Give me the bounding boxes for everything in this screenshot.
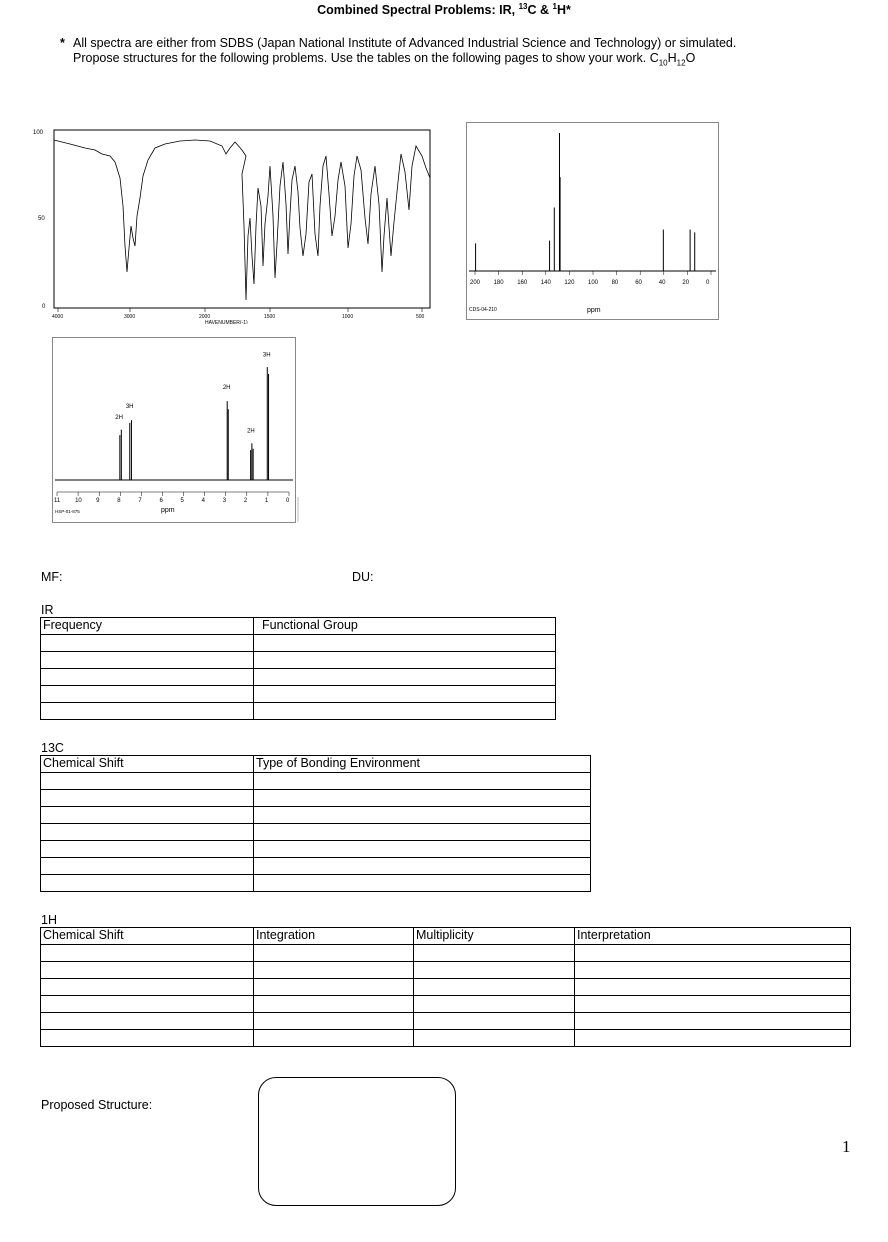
page-title: Combined Spectral Problems: IR, $^{13}$C & $^1$H* [317, 2, 571, 18]
c13-tick: 60 [635, 280, 642, 286]
instructions [60, 36, 760, 71]
c13-tick: 40 [658, 280, 666, 286]
table-cell[interactable] [254, 790, 591, 807]
c13-tick: 120 [564, 280, 575, 286]
h1-integration-label: 3H [262, 352, 271, 359]
h1-tick: 8 [117, 498, 121, 504]
table-cell[interactable] [41, 686, 254, 703]
table-cell[interactable] [414, 1030, 575, 1047]
table-cell[interactable] [41, 996, 254, 1013]
table-cell[interactable] [254, 979, 414, 996]
table-cell[interactable] [575, 1030, 851, 1047]
ir-x-caption: HAVENUMBER(-1) [205, 320, 248, 324]
table-cell[interactable] [575, 979, 851, 996]
table-cell[interactable] [254, 686, 556, 703]
table-cell[interactable] [254, 703, 556, 720]
table-cell[interactable] [41, 979, 254, 996]
c13-table-heading: 13C [41, 741, 64, 755]
c13-tick: 20 [682, 280, 690, 286]
c13-unit: ppm [587, 307, 601, 314]
c13-col-bonding-environment: Type of Bonding Environment [254, 756, 591, 773]
ir-y-tick: 50 [38, 216, 45, 222]
table-cell[interactable] [41, 841, 254, 858]
table-cell[interactable] [254, 945, 414, 962]
ir-x-tick: 1500 [264, 314, 276, 320]
table-cell[interactable] [41, 635, 254, 652]
c13-tick: 140 [540, 280, 551, 286]
table-cell[interactable] [575, 996, 851, 1013]
divider [297, 497, 299, 522]
ir-x-tick: 500 [416, 314, 425, 320]
h1-col-integration: Integration [254, 928, 414, 945]
table-cell[interactable] [41, 1013, 254, 1030]
table-cell[interactable] [41, 875, 254, 892]
mf-label: MF: [41, 570, 63, 584]
table-cell[interactable] [41, 858, 254, 875]
h1-integration-label: 3H [125, 404, 134, 410]
h1-col-interpretation: Interpretation [575, 928, 851, 945]
h1-table-heading: 1H [41, 913, 57, 927]
table-cell[interactable] [575, 945, 851, 962]
table-cell[interactable] [41, 652, 254, 669]
c13-tick: 180 [493, 280, 504, 286]
c13-spectrum [466, 122, 719, 320]
table-cell[interactable] [41, 807, 254, 824]
table-cell[interactable] [41, 1030, 254, 1047]
page-number: 1 [842, 1137, 851, 1156]
ir-x-tick: 3000 [124, 314, 136, 320]
c13-tick: 80 [611, 280, 619, 286]
ir-x-tick: 2000 [199, 314, 211, 320]
ir-x-tick: 1000 [342, 314, 354, 320]
table-cell[interactable] [254, 996, 414, 1013]
h1-table [40, 927, 851, 1047]
h1-integration-label: 2H [115, 414, 123, 421]
c13-col-chemical-shift: Chemical Shift [41, 756, 254, 773]
table-cell[interactable] [414, 996, 575, 1013]
h1-tick: 2 [243, 498, 248, 504]
asterisk: * [60, 36, 65, 50]
c13-table [40, 755, 591, 892]
table-cell[interactable] [254, 773, 591, 790]
structure-box[interactable] [258, 1077, 456, 1206]
table-cell[interactable] [254, 1030, 414, 1047]
table-cell[interactable] [41, 703, 254, 720]
table-cell[interactable] [254, 1013, 414, 1030]
c13-tick: 0 [706, 280, 710, 286]
structure-label: Proposed Structure: [41, 1098, 153, 1112]
ir-x-tick: 4000 [52, 314, 64, 320]
ir-table-heading: IR [41, 603, 54, 617]
h1-id: HSP-01-875 [55, 509, 80, 514]
h1-integration-label: 2H [222, 384, 231, 391]
ir-col-functional-group: Functional Group [254, 618, 556, 635]
ir-trace [54, 140, 430, 300]
ir-table [40, 617, 556, 720]
h1-tick: 7 [138, 498, 142, 504]
table-cell[interactable] [575, 1013, 851, 1030]
table-cell[interactable] [41, 669, 254, 686]
h1-tick: 10 [75, 498, 82, 504]
h1-tick: 0 [286, 498, 290, 504]
table-cell[interactable] [254, 858, 591, 875]
table-cell[interactable] [41, 790, 254, 807]
h1-col-chemical-shift: Chemical Shift [41, 928, 254, 945]
table-cell[interactable] [414, 945, 575, 962]
h1-tick: 9 [96, 498, 100, 504]
table-cell[interactable] [254, 635, 556, 652]
c13-tick: 100 [588, 280, 599, 286]
h1-tick: 6 [159, 498, 163, 504]
table-cell[interactable] [41, 945, 254, 962]
table-cell[interactable] [414, 962, 575, 979]
h1-tick: 4 [201, 498, 205, 504]
c13-tick: 160 [517, 280, 528, 286]
table-cell[interactable] [41, 773, 254, 790]
table-cell[interactable] [254, 652, 556, 669]
ir-spectrum [30, 126, 438, 324]
h1-spectrum [52, 337, 296, 523]
h1-unit: ppm [161, 507, 175, 514]
table-cell[interactable] [41, 824, 254, 841]
instructions-text: All spectra are either from SDBS (Japan National Institute of Advanced Industrial Science and Technology) or simulated. Propose structures for the following problems. Use the tables on the following pages to show your work. [73, 36, 737, 65]
table-cell[interactable] [254, 807, 591, 824]
ir-col-frequency: Frequency [41, 618, 254, 635]
table-cell[interactable] [254, 824, 591, 841]
h1-tick: 11 [54, 498, 61, 504]
du-label: DU: [352, 570, 374, 584]
h1-tick: 1 [264, 498, 269, 504]
ir-y-tick: 0 [42, 304, 46, 310]
h1-tick: 3 [222, 498, 227, 504]
table-cell[interactable] [254, 875, 591, 892]
h1-tick: 5 [180, 498, 184, 504]
table-cell[interactable] [414, 979, 575, 996]
molecular-formula: $C_{10}H_{12}O$ [649, 51, 696, 68]
h1-col-multiplicity: Multiplicity [414, 928, 575, 945]
table-cell[interactable] [414, 1013, 575, 1030]
table-cell[interactable] [254, 962, 414, 979]
c13-tick: 200 [470, 280, 481, 286]
ir-y-tick: 100 [33, 130, 44, 136]
h1-integration-label: 2H [247, 428, 255, 435]
table-cell[interactable] [41, 962, 254, 979]
table-cell[interactable] [254, 669, 556, 686]
table-cell[interactable] [254, 841, 591, 858]
table-cell[interactable] [575, 962, 851, 979]
c13-id: CDS-04-210 [469, 307, 497, 313]
